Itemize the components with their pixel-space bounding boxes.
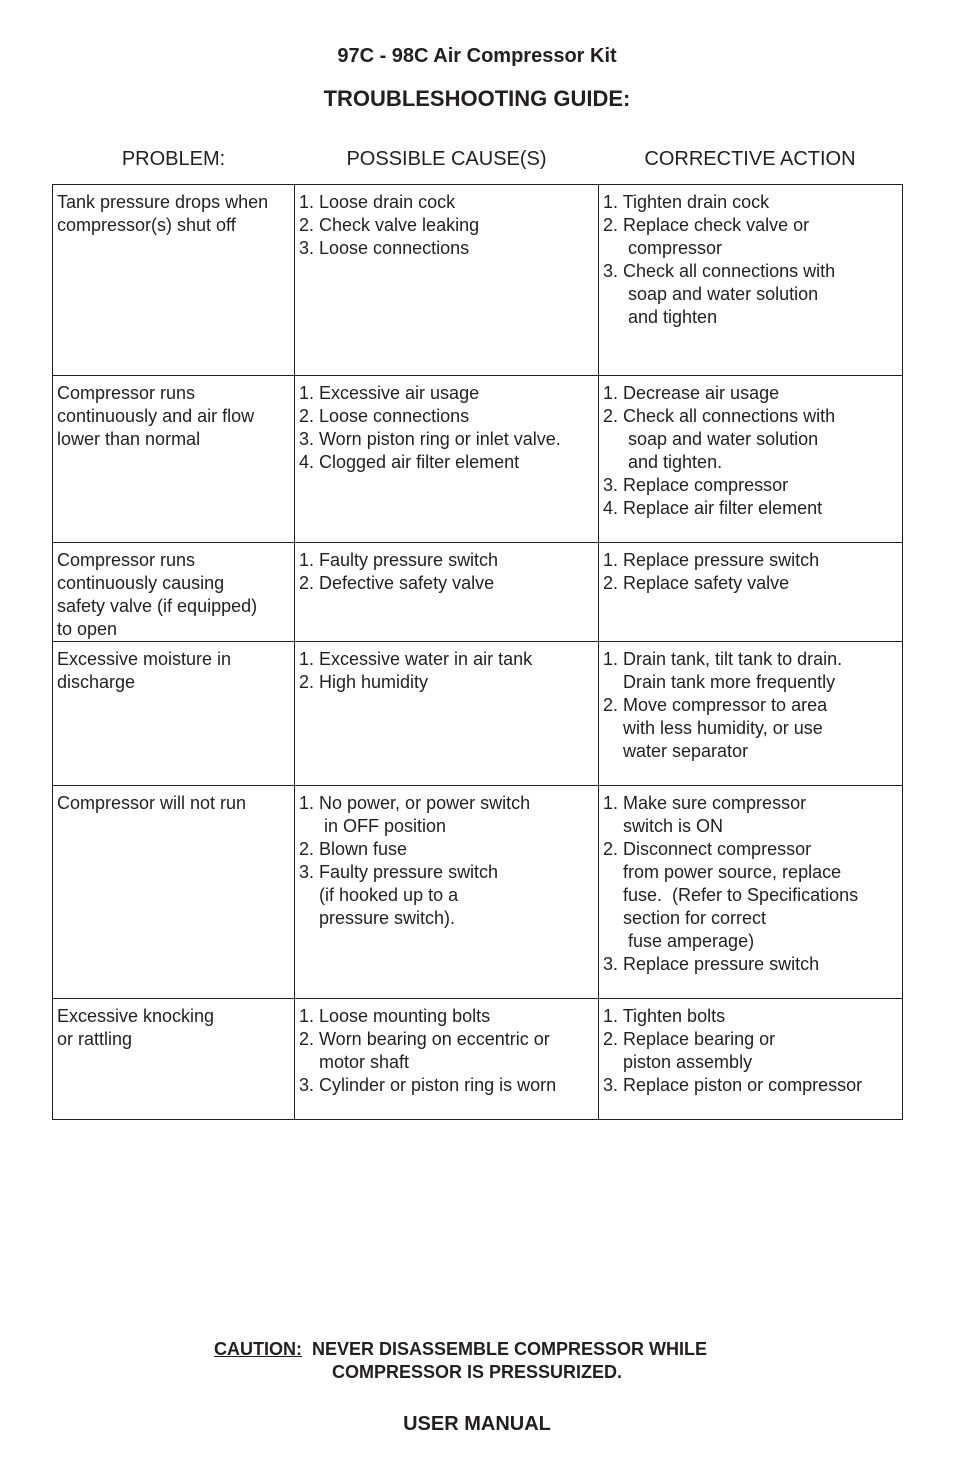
table-row <box>53 642 903 786</box>
action-line: 3. Replace compressor <box>603 475 789 495</box>
problem-line: safety valve (if equipped) <box>57 596 258 616</box>
action-line: 3. Check all connections with <box>603 261 836 281</box>
action-line: 1. Decrease air usage <box>603 383 780 403</box>
action-cell <box>599 642 903 786</box>
problem-line: Compressor runs <box>57 550 196 570</box>
action-line: 1. Tighten drain cock <box>603 192 770 212</box>
action-cell <box>599 786 903 999</box>
guide-heading: TROUBLESHOOTING GUIDE: <box>323 86 631 111</box>
action-line: 2. Replace bearing or <box>603 1029 776 1049</box>
action-line: switch is ON <box>603 816 724 836</box>
problem-cell <box>53 999 295 1120</box>
cause-line: 1. Loose drain cock <box>299 192 456 212</box>
action-line: 2. Replace check valve or <box>603 215 810 235</box>
action-line: 1. Replace pressure switch <box>603 550 820 570</box>
cause-line: 3. Worn piston ring or inlet valve. <box>299 429 561 449</box>
action-line: 1. Drain tank, tilt tank to drain. <box>603 649 843 669</box>
action-line: section for correct <box>603 908 767 928</box>
cause-line: 3. Loose connections <box>299 238 470 258</box>
cause-cell <box>295 642 599 786</box>
cause-line: 3. Faulty pressure switch <box>299 862 499 882</box>
action-line: fuse. (Refer to Specifications <box>603 885 859 905</box>
action-line: water separator <box>603 741 749 761</box>
caution-text-1: NEVER DISASSEMBLE COMPRESSOR WHILE <box>302 1339 708 1359</box>
column-header-problem: PROBLEM: <box>121 148 226 170</box>
table-row <box>53 999 903 1120</box>
cause-line: in OFF position <box>299 816 447 836</box>
cause-cell <box>295 543 599 642</box>
action-line: with less humidity, or use <box>603 718 823 738</box>
troubleshooting-table-body <box>53 185 903 1120</box>
action-cell <box>599 543 903 642</box>
table-row <box>53 786 903 999</box>
problem-cell <box>53 786 295 999</box>
action-line: 1. Make sure compressor <box>603 793 807 813</box>
problem-cell <box>53 185 295 376</box>
problem-cell <box>53 543 295 642</box>
troubleshooting-table <box>52 184 903 1120</box>
action-line: 3. Replace piston or compressor <box>603 1075 863 1095</box>
column-header-action: CORRECTIVE ACTION <box>644 148 856 170</box>
cause-line: 3. Cylinder or piston ring is worn <box>299 1075 557 1095</box>
caution-line-2: COMPRESSOR IS PRESSURIZED. <box>331 1362 623 1382</box>
problem-line: discharge <box>57 672 136 692</box>
cause-line: 1. No power, or power switch <box>299 793 531 813</box>
action-cell <box>599 999 903 1120</box>
cause-line: 2. Worn bearing on eccentric or <box>299 1029 550 1049</box>
action-line: soap and water solution <box>603 284 819 304</box>
table-row <box>53 185 903 376</box>
table-row <box>53 543 903 642</box>
action-cell <box>599 376 903 543</box>
action-line: and tighten <box>603 307 718 327</box>
action-line: 2. Check all connections with <box>603 406 836 426</box>
cause-line: 2. Loose connections <box>299 406 470 426</box>
action-line: and tighten. <box>603 452 723 472</box>
column-header-cause: POSSIBLE CAUSE(S) <box>346 148 547 170</box>
cause-cell <box>295 999 599 1120</box>
cause-line: 1. Faulty pressure switch <box>299 550 499 570</box>
action-line: Drain tank more frequently <box>603 672 836 692</box>
action-cell <box>599 185 903 376</box>
action-line: from power source, replace <box>603 862 842 882</box>
problem-line: compressor(s) shut off <box>57 215 236 235</box>
cause-line: 2. High humidity <box>299 672 429 692</box>
cause-line: 2. Blown fuse <box>299 839 408 859</box>
problem-line: continuously and air flow <box>57 406 255 426</box>
action-line: 1. Tighten bolts <box>603 1006 726 1026</box>
action-line: 4. Replace air filter element <box>603 498 823 518</box>
cause-cell <box>295 786 599 999</box>
cause-line: 1. Excessive air usage <box>299 383 480 403</box>
action-line: 2. Replace safety valve <box>603 573 790 593</box>
action-line: fuse amperage) <box>603 931 755 951</box>
problem-line: to open <box>57 619 118 639</box>
problem-line: Tank pressure drops when <box>57 192 269 212</box>
cause-line: pressure switch). <box>299 908 456 928</box>
action-line: 3. Replace pressure switch <box>603 954 820 974</box>
cause-line: 1. Excessive water in air tank <box>299 649 533 669</box>
action-line: soap and water solution <box>603 429 819 449</box>
action-line: 2. Disconnect compressor <box>603 839 812 859</box>
footer-label: USER MANUAL <box>403 1413 551 1435</box>
problem-line: Compressor will not run <box>57 793 247 813</box>
problem-line: lower than normal <box>57 429 201 449</box>
cause-line: (if hooked up to a <box>299 885 459 905</box>
caution-label: CAUTION: <box>214 1339 302 1359</box>
action-line: 2. Move compressor to area <box>603 695 828 715</box>
cause-line: 4. Clogged air filter element <box>299 452 520 472</box>
problem-line: Excessive knocking <box>57 1006 215 1026</box>
table-row <box>53 376 903 543</box>
problem-line: Compressor runs <box>57 383 196 403</box>
problem-cell <box>53 376 295 543</box>
cause-line: 2. Check valve leaking <box>299 215 480 235</box>
cause-line: motor shaft <box>299 1052 410 1072</box>
action-line: compressor <box>603 238 723 258</box>
caution-line-1 <box>214 1338 707 1361</box>
problem-line: or rattling <box>57 1029 133 1049</box>
cause-cell <box>295 185 599 376</box>
cause-line: 1. Loose mounting bolts <box>299 1006 491 1026</box>
cause-line: 2. Defective safety valve <box>299 573 495 593</box>
problem-line: Excessive moisture in <box>57 649 232 669</box>
cause-cell <box>295 376 599 543</box>
document-title: 97C - 98C Air Compressor Kit <box>337 45 617 67</box>
problem-line: continuously causing <box>57 573 225 593</box>
problem-cell <box>53 642 295 786</box>
action-line: piston assembly <box>603 1052 753 1072</box>
